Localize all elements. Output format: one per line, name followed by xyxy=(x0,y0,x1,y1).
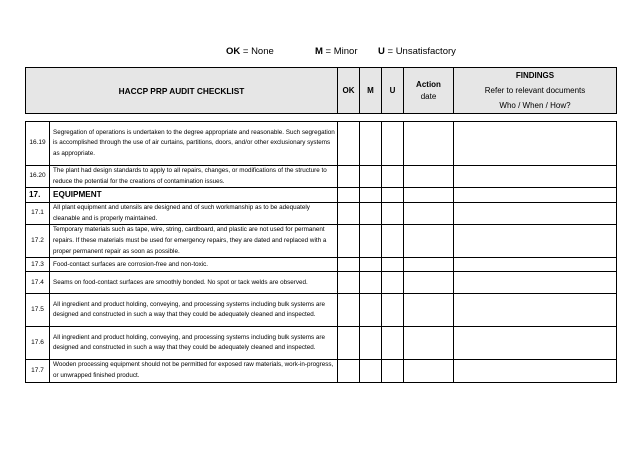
minor-cell[interactable] xyxy=(360,166,382,188)
item-description: Wooden processing equipment should not be permitted for exposed raw materials, work-in-progress, or unwrapped finished product. xyxy=(50,360,338,382)
item-number: 17.6 xyxy=(26,327,50,360)
action-date-cell[interactable] xyxy=(404,272,454,294)
item-number: 17.2 xyxy=(26,225,50,258)
checklist-table xyxy=(25,121,617,383)
minor-cell[interactable] xyxy=(360,294,382,327)
checklist-row xyxy=(26,225,617,258)
item-number: 16.20 xyxy=(26,166,50,188)
findings-cell[interactable] xyxy=(454,188,617,203)
findings-cell[interactable] xyxy=(454,294,617,327)
unsatisfactory-cell[interactable] xyxy=(382,258,404,272)
item-description: Segregation of operations is undertaken to the degree appropriate and reasonable. Such segregation is accomplished through the use of air curtains, partitions, doors, and/or other exclusionary systems as appropriate. xyxy=(50,122,338,166)
findings-cell[interactable] xyxy=(454,327,617,360)
action-date-cell[interactable] xyxy=(404,258,454,272)
item-description: All ingredient and product holding, conveying, and processing systems including bulk systems are designed and constructed in such a way that they could be adequately cleaned and inspected. xyxy=(50,294,338,327)
legend-ok: OK = None xyxy=(226,46,274,57)
action-date-cell[interactable] xyxy=(404,294,454,327)
col-unsatisfactory-header: U xyxy=(382,68,404,114)
action-date-cell[interactable] xyxy=(404,188,454,203)
findings-cell[interactable] xyxy=(454,166,617,188)
minor-cell[interactable] xyxy=(360,188,382,203)
col-minor-header: M xyxy=(360,68,382,114)
findings-cell[interactable] xyxy=(454,122,617,166)
action-date-cell[interactable] xyxy=(404,327,454,360)
minor-cell[interactable] xyxy=(360,203,382,225)
item-description: Food-contact surfaces are corrosion-free and non-toxic. xyxy=(50,258,338,272)
checklist-row xyxy=(26,327,617,360)
ok-cell[interactable] xyxy=(338,360,360,382)
item-number: 17.1 xyxy=(26,203,50,225)
unsatisfactory-cell[interactable] xyxy=(382,225,404,258)
unsatisfactory-cell[interactable] xyxy=(382,122,404,166)
ok-cell[interactable] xyxy=(338,203,360,225)
legend-unsatisfactory: U = Unsatisfactory xyxy=(378,46,456,57)
findings-cell[interactable] xyxy=(454,203,617,225)
ok-cell[interactable] xyxy=(338,166,360,188)
action-date-cell[interactable] xyxy=(404,166,454,188)
ok-cell[interactable] xyxy=(338,258,360,272)
unsatisfactory-cell[interactable] xyxy=(382,272,404,294)
checklist-title: HACCP PRP AUDIT CHECKLIST xyxy=(26,68,338,114)
ok-cell[interactable] xyxy=(338,327,360,360)
item-number: 17. xyxy=(26,188,50,203)
unsatisfactory-cell[interactable] xyxy=(382,360,404,382)
item-number: 17.4 xyxy=(26,272,50,294)
item-number: 17.5 xyxy=(26,294,50,327)
checklist-header xyxy=(25,67,617,114)
ok-cell[interactable] xyxy=(338,272,360,294)
minor-cell[interactable] xyxy=(360,327,382,360)
unsatisfactory-cell[interactable] xyxy=(382,294,404,327)
item-number: 17.7 xyxy=(26,360,50,382)
unsatisfactory-cell[interactable] xyxy=(382,166,404,188)
findings-cell[interactable] xyxy=(454,225,617,258)
checklist-row xyxy=(26,360,617,382)
action-date-cell[interactable] xyxy=(404,360,454,382)
ok-cell[interactable] xyxy=(338,225,360,258)
checklist-row xyxy=(26,122,617,166)
checklist-row xyxy=(26,258,617,272)
checklist-row xyxy=(26,272,617,294)
section-row xyxy=(26,188,617,203)
unsatisfactory-cell[interactable] xyxy=(382,203,404,225)
action-date-cell[interactable] xyxy=(404,225,454,258)
minor-cell[interactable] xyxy=(360,225,382,258)
ok-cell[interactable] xyxy=(338,188,360,203)
col-findings-header: FINDINGS Refer to relevant documents Who / When / How? xyxy=(454,68,617,114)
ok-cell[interactable] xyxy=(338,294,360,327)
item-description: All ingredient and product holding, conveying, and processing systems including bulk systems are designed and constructed in such a way that they could be adequately cleaned and inspected. xyxy=(50,327,338,360)
minor-cell[interactable] xyxy=(360,272,382,294)
item-description: All plant equipment and utensils are designed and of such workmanship as to be adequately cleanable and is properly maintained. xyxy=(50,203,338,225)
item-description: The plant had design standards to apply to all repairs, changes, or modifications of the structure to reduce the potential for the creations of contamination issues. xyxy=(50,166,338,188)
minor-cell[interactable] xyxy=(360,122,382,166)
minor-cell[interactable] xyxy=(360,258,382,272)
action-date-cell[interactable] xyxy=(404,122,454,166)
checklist-row xyxy=(26,203,617,225)
col-ok-header: OK xyxy=(338,68,360,114)
item-description: Seams on food-contact surfaces are smoothly bonded. No spot or tack welds are observed. xyxy=(50,272,338,294)
col-action-date-header: Action date xyxy=(404,68,454,114)
item-number: 17.3 xyxy=(26,258,50,272)
findings-cell[interactable] xyxy=(454,272,617,294)
minor-cell[interactable] xyxy=(360,360,382,382)
legend-minor: M = Minor xyxy=(315,46,358,57)
findings-cell[interactable] xyxy=(454,360,617,382)
findings-cell[interactable] xyxy=(454,258,617,272)
unsatisfactory-cell[interactable] xyxy=(382,188,404,203)
item-description: Temporary materials such as tape, wire, string, cardboard, and plastic are not used for permanent repairs. If these materials must be used for emergency repairs, they are dated and replaced with a proper permanent repair as soon as possible. xyxy=(50,225,338,258)
ok-cell[interactable] xyxy=(338,122,360,166)
checklist-row xyxy=(26,166,617,188)
item-number: 16.19 xyxy=(26,122,50,166)
action-date-cell[interactable] xyxy=(404,203,454,225)
checklist-row xyxy=(26,294,617,327)
unsatisfactory-cell[interactable] xyxy=(382,327,404,360)
section-title: EQUIPMENT xyxy=(50,188,338,203)
